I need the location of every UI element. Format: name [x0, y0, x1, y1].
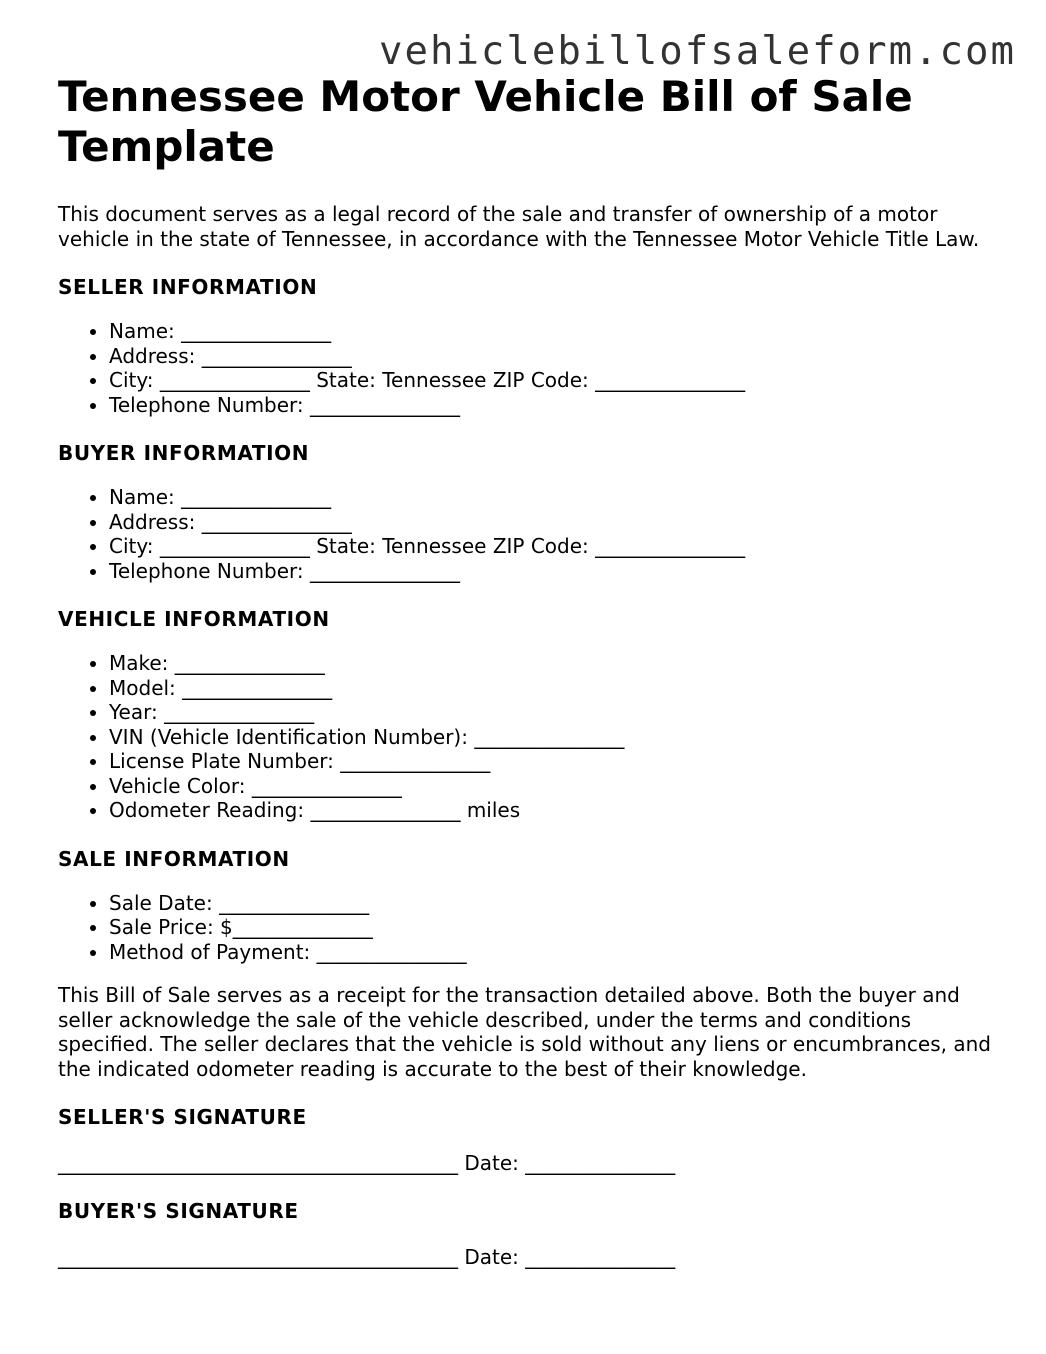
sale-info-heading: SALE INFORMATION [58, 846, 290, 871]
seller-name-field: • Name: _______________ [109, 319, 998, 344]
buyer-name-field: • Name: _______________ [109, 485, 998, 510]
vehicle-info-list [58, 651, 998, 823]
seller-address-field: • Address: _______________ [109, 344, 998, 369]
buyer-address-field: • Address: _______________ [109, 510, 998, 535]
vehicle-info-heading: VEHICLE INFORMATION [58, 607, 330, 631]
watermark-text: vehiclebillofsaleform.com [379, 29, 1016, 74]
vehicle-model-field: • Model: _______________ [109, 676, 998, 701]
closing-paragraph: This Bill of Sale serves as a receipt for the transaction detailed above. Both the buyer and seller acknowledge the sale of the vehicle described, under the terms and conditions specified. The seller declares that the vehicle is sold without any liens or encumbrances, and the indicated odometer reading is accurate to the best of their knowledge. [58, 983, 991, 1081]
vehicle-vin-field: • VIN (Vehicle Identification Number): _______________ [109, 725, 998, 750]
vehicle-odometer-field: • Odometer Reading: _______________ miles [109, 798, 998, 823]
sale-price-field: • Sale Price: $______________ [109, 915, 998, 940]
seller-signature-line: ________________________________________ Date: _______________ [58, 1151, 676, 1175]
document-title: Tennessee Motor Vehicle Bill of Sale Template [58, 72, 913, 171]
document-page [58, 72, 998, 1269]
buyer-signature-line: ________________________________________ Date: _______________ [58, 1245, 676, 1269]
vehicle-year-field: • Year: _______________ [109, 700, 998, 725]
buyer-info-list [58, 485, 998, 583]
seller-signature-heading: SELLER'S SIGNATURE [58, 1105, 307, 1129]
payment-method-field: • Method of Payment: _______________ [109, 940, 998, 965]
buyer-city-state-zip-field: • City: _______________ State: Tennessee ZIP Code: _______________ [109, 534, 998, 559]
buyer-telephone-field: • Telephone Number: _______________ [109, 559, 998, 584]
vehicle-make-field: • Make: _______________ [109, 651, 998, 676]
seller-info-list [58, 319, 998, 417]
intro-paragraph: This document serves as a legal record of the sale and transfer of ownership of a motor vehicle in the state of Tennessee, in accordance with the Tennessee Motor Vehicle Title Law. [58, 202, 980, 251]
seller-info-heading: SELLER INFORMATION [58, 275, 318, 299]
buyer-signature-heading: BUYER'S SIGNATURE [58, 1199, 299, 1223]
vehicle-plate-field: • License Plate Number: _______________ [109, 749, 998, 774]
sale-date-field: • Sale Date: _______________ [109, 891, 998, 916]
vehicle-color-field: • Vehicle Color: _______________ [109, 774, 998, 799]
sale-info-list [58, 891, 998, 965]
buyer-info-heading: BUYER INFORMATION [58, 441, 310, 465]
seller-telephone-field: • Telephone Number: _______________ [109, 393, 998, 418]
seller-city-state-zip-field: • City: _______________ State: Tennessee ZIP Code: _______________ [109, 368, 998, 393]
